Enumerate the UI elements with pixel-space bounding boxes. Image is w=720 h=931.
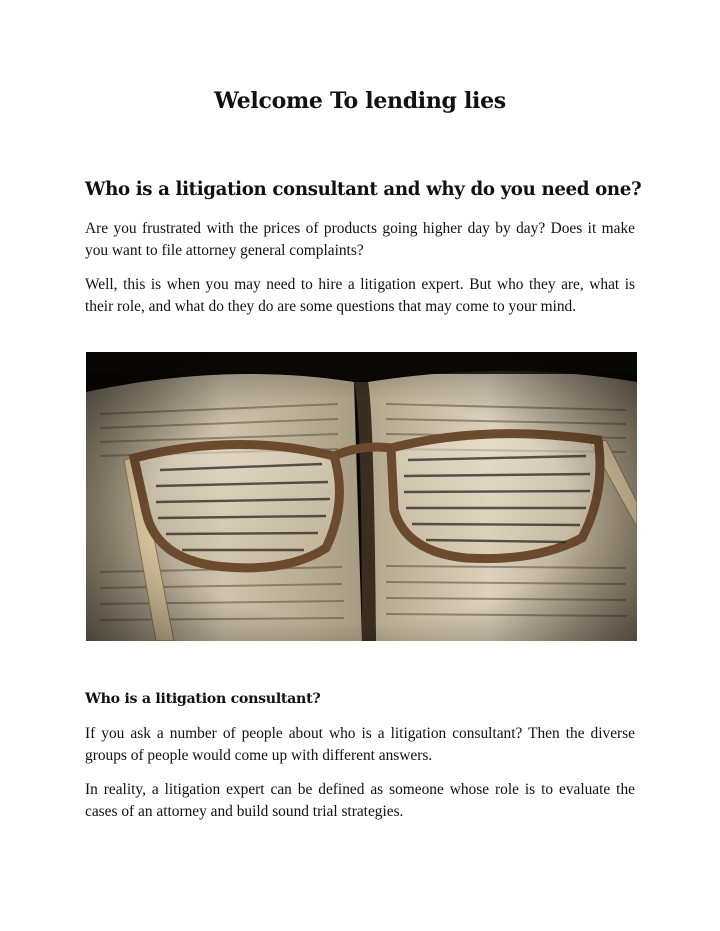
glasses-on-book-image [86, 352, 637, 641]
fourth-paragraph: In reality, a litigation expert can be defined as someone whose role is to evaluate the cases of an attorney and build sound trial strategies. [85, 781, 635, 820]
intro-paragraph: Are you frustrated with the prices of products going higher day by day? Does it make you want to file attorney general complaints? [85, 220, 635, 259]
third-paragraph: If you ask a number of people about who is a litigation consultant? Then the diverse groups of people would come up with different answers. [85, 725, 635, 764]
section-heading: Who is a litigation consultant and why do you need one? [85, 179, 642, 200]
subheading: Who is a litigation consultant? [85, 691, 321, 707]
page-title: Welcome To lending lies [214, 88, 506, 114]
second-paragraph: Well, this is when you may need to hire a litigation expert. But who they are, what is their role, and what do they do are some questions that may come to your mind. [85, 276, 635, 315]
